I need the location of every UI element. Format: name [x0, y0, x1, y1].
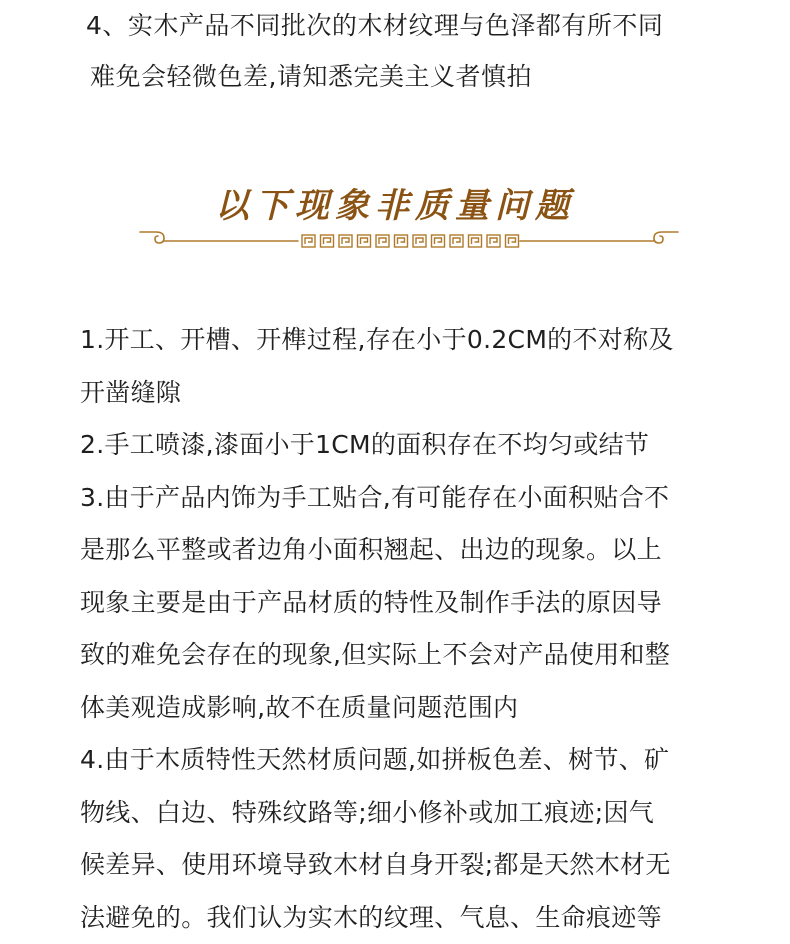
section-title: 以下现象非质量问题	[0, 180, 790, 232]
body-line: 物线、白边、特殊纹路等;细小修补或加工痕迹;因气	[80, 787, 740, 840]
fret-spiral	[342, 238, 349, 244]
fret-square	[432, 235, 445, 247]
top-note	[86, 0, 746, 102]
body-line: 现象主要是由于产品材质的特性及制作手法的原因导	[80, 577, 740, 630]
fret-spiral	[472, 238, 479, 244]
fret-square	[487, 235, 500, 247]
top-note-line-1: 4、实木产品不同批次的木材纹理与色泽都有所不同	[86, 0, 746, 51]
fret-square	[506, 235, 519, 247]
fret-square	[302, 235, 315, 247]
fret-spiral	[305, 238, 312, 244]
fret-spiral	[361, 238, 368, 244]
fret-spiral	[416, 238, 423, 244]
fret-square	[450, 235, 463, 247]
decorative-divider	[138, 226, 680, 254]
fret-square	[395, 235, 408, 247]
fret-spiral	[398, 238, 405, 244]
fret-square	[321, 235, 334, 247]
body-line: 是那么平整或者边角小面积翘起、出边的现象。以上	[80, 524, 740, 577]
body-line: 法避免的。我们认为实木的纹理、气息、生命痕迹等	[80, 892, 740, 944]
body-line: 2.手工喷漆,漆面小于1CM的面积存在不均匀或结节	[80, 419, 740, 472]
body-line: 致的难免会存在的现象,但实际上不会对产品使用和整	[80, 629, 740, 682]
body-line: 1.开工、开槽、开榫过程,存在小于0.2CM的不对称及	[80, 314, 740, 367]
fret-square	[413, 235, 426, 247]
fret-spiral	[379, 238, 386, 244]
body-line: 开凿缝隙	[80, 367, 740, 420]
top-note-line-2: 难免会轻微色差,请知悉完美主义者慎拍	[86, 51, 746, 102]
body-line: 4.由于木质特性天然材质问题,如拼板色差、树节、矿	[80, 734, 740, 787]
fret-square	[358, 235, 371, 247]
fret-spiral	[435, 238, 442, 244]
fret-spiral	[509, 238, 516, 244]
body-line: 3.由于产品内饰为手工贴合,有可能存在小面积贴合不	[80, 472, 740, 525]
fret-square	[469, 235, 482, 247]
body-text	[80, 314, 740, 944]
fret-square	[339, 235, 352, 247]
body-line: 候差异、使用环境导致木材自身开裂;都是天然木材无	[80, 839, 740, 892]
fret-spiral	[453, 238, 460, 244]
fret-square	[376, 235, 389, 247]
fret-spiral	[490, 238, 497, 244]
fret-spiral	[324, 238, 331, 244]
body-line: 体美观造成影响,故不在质量问题范围内	[80, 682, 740, 735]
